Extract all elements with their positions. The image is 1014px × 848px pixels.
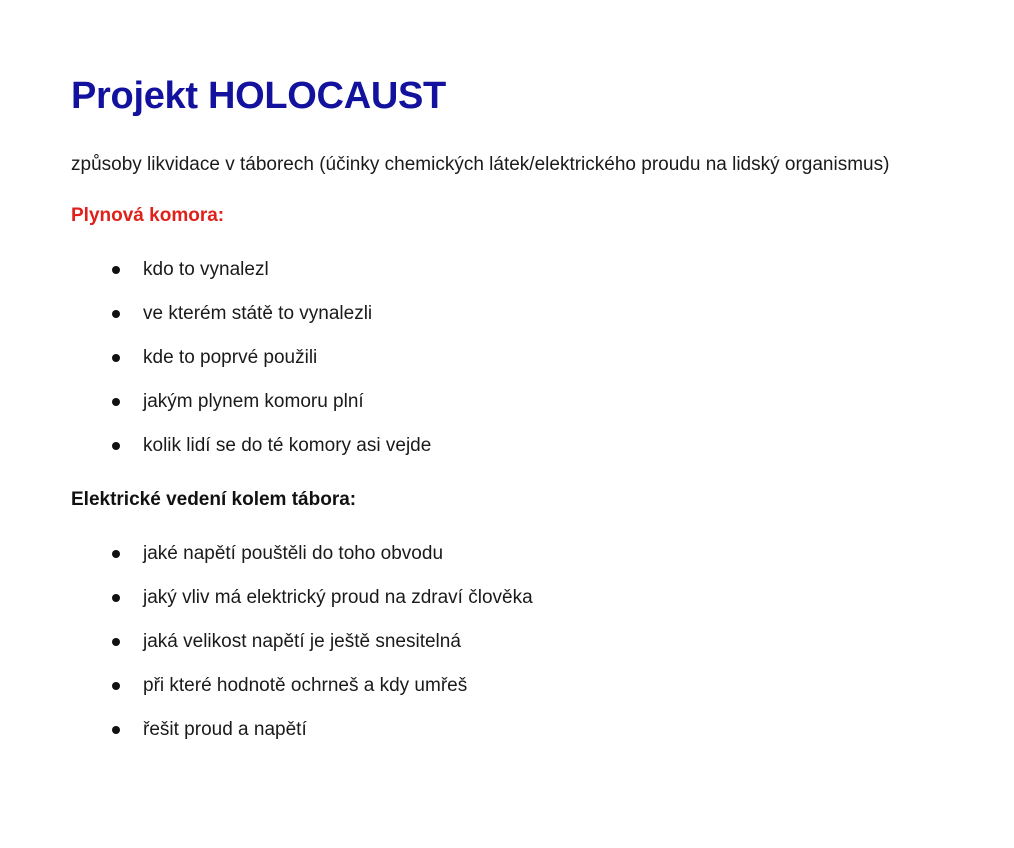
section-heading-gas-chamber: Plynová komora:	[71, 205, 225, 226]
list-item-text: kolik lidí se do té komory asi vejde	[143, 435, 432, 456]
bullet-icon	[112, 638, 120, 646]
list-item-text: při které hodnotě ochrneš a kdy umřeš	[143, 675, 468, 696]
bullet-icon	[112, 550, 120, 558]
page-subtitle: způsoby likvidace v táborech (účinky chemických látek/elektrického proudu na lidský organismus)	[71, 154, 890, 175]
list-item-text: jaký vliv má elektrický proud na zdraví člověka	[143, 587, 533, 608]
bullet-icon	[112, 266, 120, 274]
bullet-icon	[112, 726, 120, 734]
bullet-icon	[112, 594, 120, 602]
bullet-icon	[112, 682, 120, 690]
list-item-text: jakým plynem komoru plní	[143, 391, 364, 412]
page-title: Projekt HOLOCAUST	[71, 75, 446, 117]
list-item-text: jaké napětí pouštěli do toho obvodu	[143, 543, 444, 564]
list-item-text: řešit proud a napětí	[143, 719, 307, 740]
bullet-icon	[112, 354, 120, 362]
section-heading-electric-fence: Elektrické vedení kolem tábora:	[71, 489, 357, 510]
list-item-text: jaká velikost napětí je ještě snesitelná	[143, 631, 461, 652]
list-item-text: kde to poprvé použili	[143, 347, 318, 368]
bullet-icon	[112, 442, 120, 450]
bullet-icon	[112, 310, 120, 318]
list-item-text: kdo to vynalezl	[143, 259, 269, 280]
list-item-text: ve kterém státě to vynalezli	[143, 303, 373, 324]
bullet-icon	[112, 398, 120, 406]
